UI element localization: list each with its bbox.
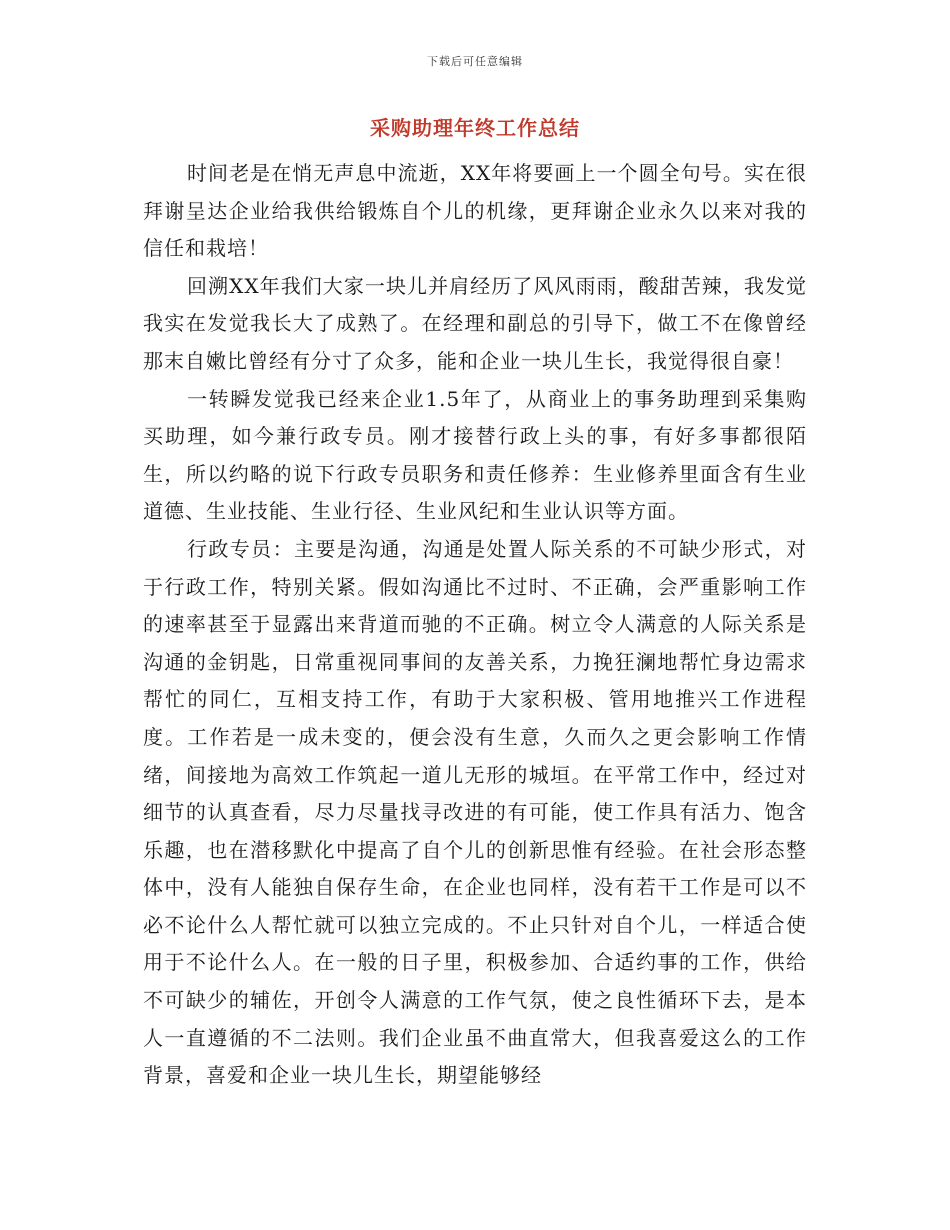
paragraph-3: 一转瞬发觉我已经来企业1.5年了，从商业上的事务助理到采集购买助理，如今兼行政专员。刚才接替行政上头的事，有好多事都很陌生，所以约略的说下行政专员职务和责任修养：生业修养里面含有生业道德、生业技能、生业行径、生业风纪和生业认识等方面。 (143, 386, 807, 524)
paragraph-4: 行政专员：主要是沟通，沟通是处置人际关系的不可缺少形式，对于行政工作，特别关紧。假如沟通比不过时、不正确，会严重影响工作的速率甚至于显露出来背道而驰的不正确。树立令人满意的人际关系是沟通的金钥匙，日常重视同事间的友善关系，力挽狂澜地帮忙身边需求帮忙的同仁，互相支持工作，有助于大家积极、管用地推兴工作进程度。工作若是一成未变的，便会没有生意，久而久之更会影响工作情绪，间接地为高效工作筑起一道儿无形的城垣。在平常工作中，经过对细节的认真查看，尽力尽量找寻改进的有可能，使工作具有活力、饱含乐趣，也在潜移默化中提高了自个儿的创新思惟有经验。在社会形态整体中，没有人能独自保存生命，在企业也同样，没有若干工作是可以不必不论什么人帮忙就可以独立完成的。不止只针对自个儿，一样适合使用于不论什么人。在一般的日子里，积极参加、合适约事的工作，供给不可缺少的辅佐，开创令人满意的工作气氛，使之良性循环下去，是本人一直遵循的不二法则。我们企业虽不曲直常大，但我喜爱这么的工作背景，喜爱和企业一块儿生长，期望能够经 (143, 536, 807, 1088)
paragraph-2: 回溯XX年我们大家一块儿并肩经历了风风雨雨，酸甜苦辣，我发觉我实在发觉我长大了成熟了。在经理和副总的引导下，做工不在像曾经那末自嫩比曾经有分寸了众多，能和企业一块儿生长，我觉得很自豪！ (143, 273, 807, 373)
header-note: 下载后可任意编辑 (427, 55, 523, 68)
document-title: 采购助理年终工作总结 (370, 116, 580, 140)
paragraph-1: 时间老是在悄无声息中流逝，XX年将要画上一个圆全句号。实在很拜谢呈达企业给我供给锻炼自个儿的机缘，更拜谢企业永久以来对我的信任和栽培！ (143, 161, 807, 261)
document-body (143, 155, 807, 1095)
